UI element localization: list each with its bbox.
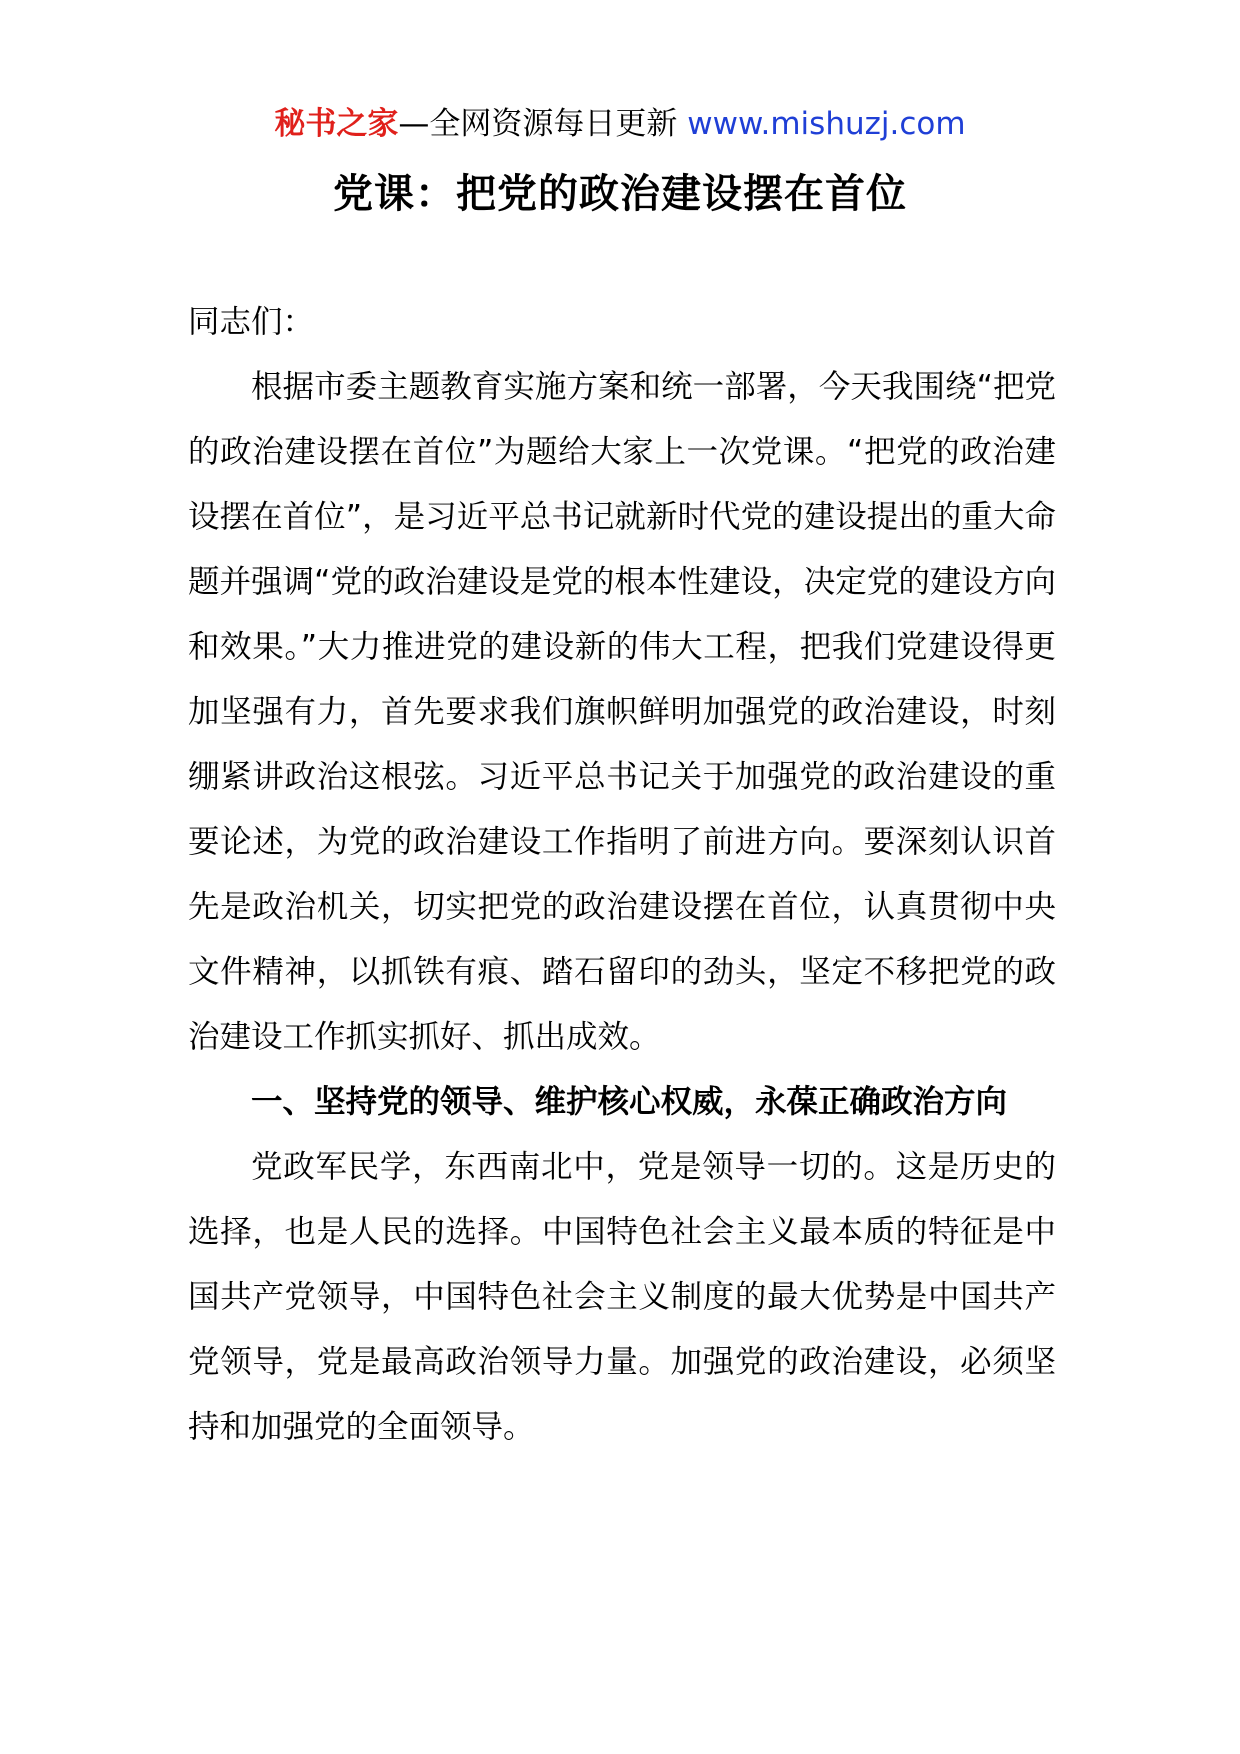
site-header — [0, 102, 1240, 146]
header-tagline: —全网资源每日更新 — [398, 106, 678, 142]
document-title: 党课：把党的政治建设摆在首位 — [333, 171, 907, 217]
site-url-link[interactable]: www.mishuzj.com — [687, 106, 966, 142]
section-paragraph: 党政军民学，东西南北中，党是领导一切的。这是历史的选择，也是人民的选择。中国特色社会主义最本质的特征是中国共产党领导，中国特色社会主义制度的最大优势是中国共产党领导，党是最高政治领导力量。加强党的政治建设，必须坚持和加强党的全面领导。 — [188, 1149, 1056, 1445]
intro-paragraph: 根据市委主题教育实施方案和统一部署，今天我围绕“把党的政治建设摆在首位”为题给大家上一次党课。“把党的政治建设摆在首位”，是习近平总书记就新时代党的建设提出的重大命题并强调“党的政治建设是党的根本性建设，决定党的建设方向和效果。”大力推进党的建设新的伟大工程，把我们党建设得更加坚强有力，首先要求我们旗帜鲜明加强党的政治建设，时刻绷紧讲政治这根弦。习近平总书记关于加强党的政治建设的重要论述，为党的政治建设工作指明了前进方向。要深刻认识首先是政治机关，切实把党的政治建设摆在首位，认真贯彻中央文件精神，以抓铁有痕、踏石留印的劲头，坚定不移把党的政治建设工作抓实抓好、抓出成效。 — [188, 369, 1056, 1055]
document-body — [188, 290, 1056, 1460]
section-heading: 一、坚持党的领导、维护核心权威，永葆正确政治方向 — [251, 1084, 1008, 1120]
brand-name: 秘书之家 — [274, 106, 399, 142]
salutation: 同志们： — [188, 304, 315, 340]
